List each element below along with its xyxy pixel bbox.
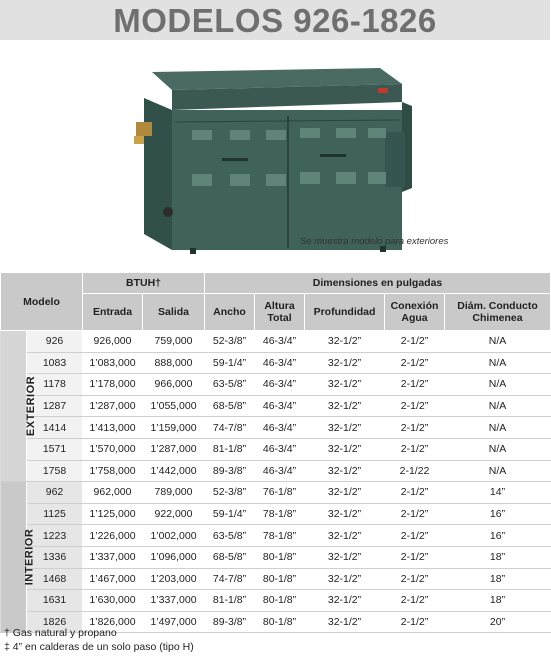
cell-model: 1125 — [27, 503, 83, 525]
specs-table — [0, 272, 551, 633]
specs-table-body — [1, 331, 551, 633]
cell-salida: 759,000 — [143, 331, 205, 353]
table-row — [1, 590, 551, 612]
cell-conexion: 2-1/2” — [385, 417, 445, 439]
section-label-text: EXTERIOR — [25, 375, 38, 437]
cell-ancho: 74-7/8” — [205, 417, 255, 439]
cell-chimenea: N/A — [445, 331, 551, 353]
cell-model: 1758 — [27, 460, 83, 482]
cell-chimenea: N/A — [445, 374, 551, 396]
cell-conexion: 2-1/2” — [385, 438, 445, 460]
cell-model: 1083 — [27, 352, 83, 374]
cell-conexion: 2-1/2” — [385, 546, 445, 568]
header-salida: Salida — [143, 294, 205, 331]
cell-profundidad: 32-1/2” — [305, 374, 385, 396]
cell-altura: 46-3/4” — [255, 438, 305, 460]
cell-profundidad: 32-1/2” — [305, 568, 385, 590]
cell-chimenea: N/A — [445, 417, 551, 439]
table-row — [1, 331, 551, 353]
cell-altura: 46-3/4” — [255, 331, 305, 353]
cell-salida: 1’002,000 — [143, 525, 205, 547]
cell-conexion: 2-1/22 — [385, 460, 445, 482]
cell-chimenea: N/A — [445, 395, 551, 417]
table-row — [1, 352, 551, 374]
cell-altura: 46-3/4” — [255, 460, 305, 482]
cell-profundidad: 32-1/2” — [305, 503, 385, 525]
cell-conexion: 2-1/2” — [385, 503, 445, 525]
cell-salida: 1’159,000 — [143, 417, 205, 439]
cell-altura: 80-1/8” — [255, 590, 305, 612]
table-row — [1, 482, 551, 504]
section-label-interior — [1, 482, 36, 633]
cell-altura: 78-1/8” — [255, 503, 305, 525]
header-conexion: Conexión Agua — [385, 294, 445, 331]
cell-chimenea: 20” — [445, 611, 551, 633]
cell-entrada: 1’570,000 — [83, 438, 143, 460]
cell-chimenea: N/A — [445, 352, 551, 374]
table-row — [1, 525, 551, 547]
cell-entrada: 962,000 — [83, 482, 143, 504]
cell-model: 1571 — [27, 438, 83, 460]
cell-ancho: 68-5/8” — [205, 546, 255, 568]
cell-model: 1287 — [27, 395, 83, 417]
table-row — [1, 503, 551, 525]
cell-salida: 1’203,000 — [143, 568, 205, 590]
cell-ancho: 89-3/8” — [205, 611, 255, 633]
title-bar — [0, 0, 550, 40]
cell-ancho: 52-3/8” — [205, 331, 255, 353]
cell-conexion: 2-1/2” — [385, 374, 445, 396]
cell-ancho: 59-1/4” — [205, 503, 255, 525]
cell-ancho: 89-3/8” — [205, 460, 255, 482]
cell-entrada: 1’083,000 — [83, 352, 143, 374]
section-label-exterior — [1, 331, 38, 482]
footnote-gas: † Gas natural y propano — [4, 627, 117, 639]
cell-profundidad: 32-1/2” — [305, 546, 385, 568]
header-dimensiones: Dimensiones en pulgadas — [205, 273, 551, 294]
footnotes — [4, 626, 194, 654]
cell-entrada: 1’826,000 — [83, 611, 143, 633]
table-row — [1, 568, 551, 590]
cell-altura: 80-1/8” — [255, 546, 305, 568]
table-row — [1, 546, 551, 568]
section-label-text: INTERIOR — [23, 528, 36, 586]
cell-profundidad: 32-1/2” — [305, 590, 385, 612]
cell-profundidad: 32-1/2” — [305, 525, 385, 547]
cell-ancho: 68-5/8” — [205, 395, 255, 417]
cell-chimenea: 16” — [445, 525, 551, 547]
cell-ancho: 52-3/8” — [205, 482, 255, 504]
image-caption: Se muestra modelo para exteriores — [300, 236, 449, 247]
cell-salida: 888,000 — [143, 352, 205, 374]
cell-altura: 80-1/8” — [255, 568, 305, 590]
cell-model: 1336 — [27, 546, 83, 568]
cell-entrada: 1’178,000 — [83, 374, 143, 396]
cell-profundidad: 32-1/2” — [305, 395, 385, 417]
cell-altura: 80-1/8” — [255, 611, 305, 633]
cell-conexion: 2-1/2” — [385, 482, 445, 504]
cell-salida: 922,000 — [143, 503, 205, 525]
cell-altura: 46-3/4” — [255, 395, 305, 417]
cell-ancho: 59-1/4” — [205, 352, 255, 374]
cell-altura: 78-1/8” — [255, 525, 305, 547]
cell-salida: 1’055,000 — [143, 395, 205, 417]
cell-salida: 966,000 — [143, 374, 205, 396]
cell-ancho: 63-5/8” — [205, 525, 255, 547]
cell-altura: 46-3/4” — [255, 374, 305, 396]
cell-entrada: 1’413,000 — [83, 417, 143, 439]
cell-chimenea: 18” — [445, 568, 551, 590]
cell-profundidad: 32-1/2” — [305, 611, 385, 633]
cell-entrada: 1’467,000 — [83, 568, 143, 590]
cell-chimenea: 18” — [445, 546, 551, 568]
cell-conexion: 2-1/2” — [385, 568, 445, 590]
table-row — [1, 417, 551, 439]
cell-model: 1178 — [27, 374, 83, 396]
cell-entrada: 1’630,000 — [83, 590, 143, 612]
cell-model: 1223 — [27, 525, 83, 547]
header-ancho: Ancho — [205, 294, 255, 331]
table-row — [1, 374, 551, 396]
cell-profundidad: 32-1/2” — [305, 417, 385, 439]
header-entrada: Entrada — [83, 294, 143, 331]
header-altura: Altura Total — [255, 294, 305, 331]
cell-altura: 46-3/4” — [255, 352, 305, 374]
boiler-image — [130, 62, 430, 262]
cell-ancho: 81-1/8” — [205, 438, 255, 460]
table-row — [1, 395, 551, 417]
cell-model: 1468 — [27, 568, 83, 590]
cell-model: 926 — [27, 331, 83, 353]
header-chimenea: Diám. Conducto Chimenea — [445, 294, 551, 331]
footnote-single-pass: ‡ 4” en calderas de un solo paso (tipo H) — [4, 641, 194, 653]
cell-profundidad: 32-1/2” — [305, 438, 385, 460]
cell-conexion: 2-1/2” — [385, 611, 445, 633]
cell-ancho: 74-7/8” — [205, 568, 255, 590]
cell-ancho: 81-1/8” — [205, 590, 255, 612]
header-profundidad: Profundidad — [305, 294, 385, 331]
table-row — [1, 460, 551, 482]
cell-salida: 1’442,000 — [143, 460, 205, 482]
cell-profundidad: 32-1/2” — [305, 482, 385, 504]
page-title: MODELOS 926-1826 — [113, 2, 437, 39]
cell-chimenea: 18” — [445, 590, 551, 612]
cell-entrada: 1’758,000 — [83, 460, 143, 482]
cell-entrada: 1’337,000 — [83, 546, 143, 568]
cell-profundidad: 32-1/2” — [305, 352, 385, 374]
cell-ancho: 63-5/8” — [205, 374, 255, 396]
cell-entrada: 1’287,000 — [83, 395, 143, 417]
table-row — [1, 438, 551, 460]
cell-profundidad: 32-1/2” — [305, 331, 385, 353]
cell-conexion: 2-1/2” — [385, 352, 445, 374]
cell-profundidad: 32-1/2” — [305, 460, 385, 482]
cell-chimenea: 14” — [445, 482, 551, 504]
cell-conexion: 2-1/2” — [385, 395, 445, 417]
cell-conexion: 2-1/2” — [385, 525, 445, 547]
cell-salida: 1’096,000 — [143, 546, 205, 568]
cell-chimenea: 16” — [445, 503, 551, 525]
cell-entrada: 1’125,000 — [83, 503, 143, 525]
cell-conexion: 2-1/2” — [385, 590, 445, 612]
cell-entrada: 1’226,000 — [83, 525, 143, 547]
cell-salida: 1’497,000 — [143, 611, 205, 633]
cell-model: 1826 — [27, 611, 83, 633]
cell-entrada: 926,000 — [83, 331, 143, 353]
cell-altura: 76-1/8” — [255, 482, 305, 504]
cell-model: 1414 — [27, 417, 83, 439]
cell-salida: 1’337,000 — [143, 590, 205, 612]
cell-model: 1631 — [27, 590, 83, 612]
header-modelo: Modelo — [1, 273, 83, 331]
header-btuh: BTUH† — [83, 273, 205, 294]
cell-model: 962 — [27, 482, 83, 504]
cell-salida: 1’287,000 — [143, 438, 205, 460]
cell-altura: 46-3/4” — [255, 417, 305, 439]
cell-salida: 789,000 — [143, 482, 205, 504]
cell-chimenea: N/A — [445, 460, 551, 482]
cell-conexion: 2-1/2” — [385, 331, 445, 353]
cell-chimenea: N/A — [445, 438, 551, 460]
